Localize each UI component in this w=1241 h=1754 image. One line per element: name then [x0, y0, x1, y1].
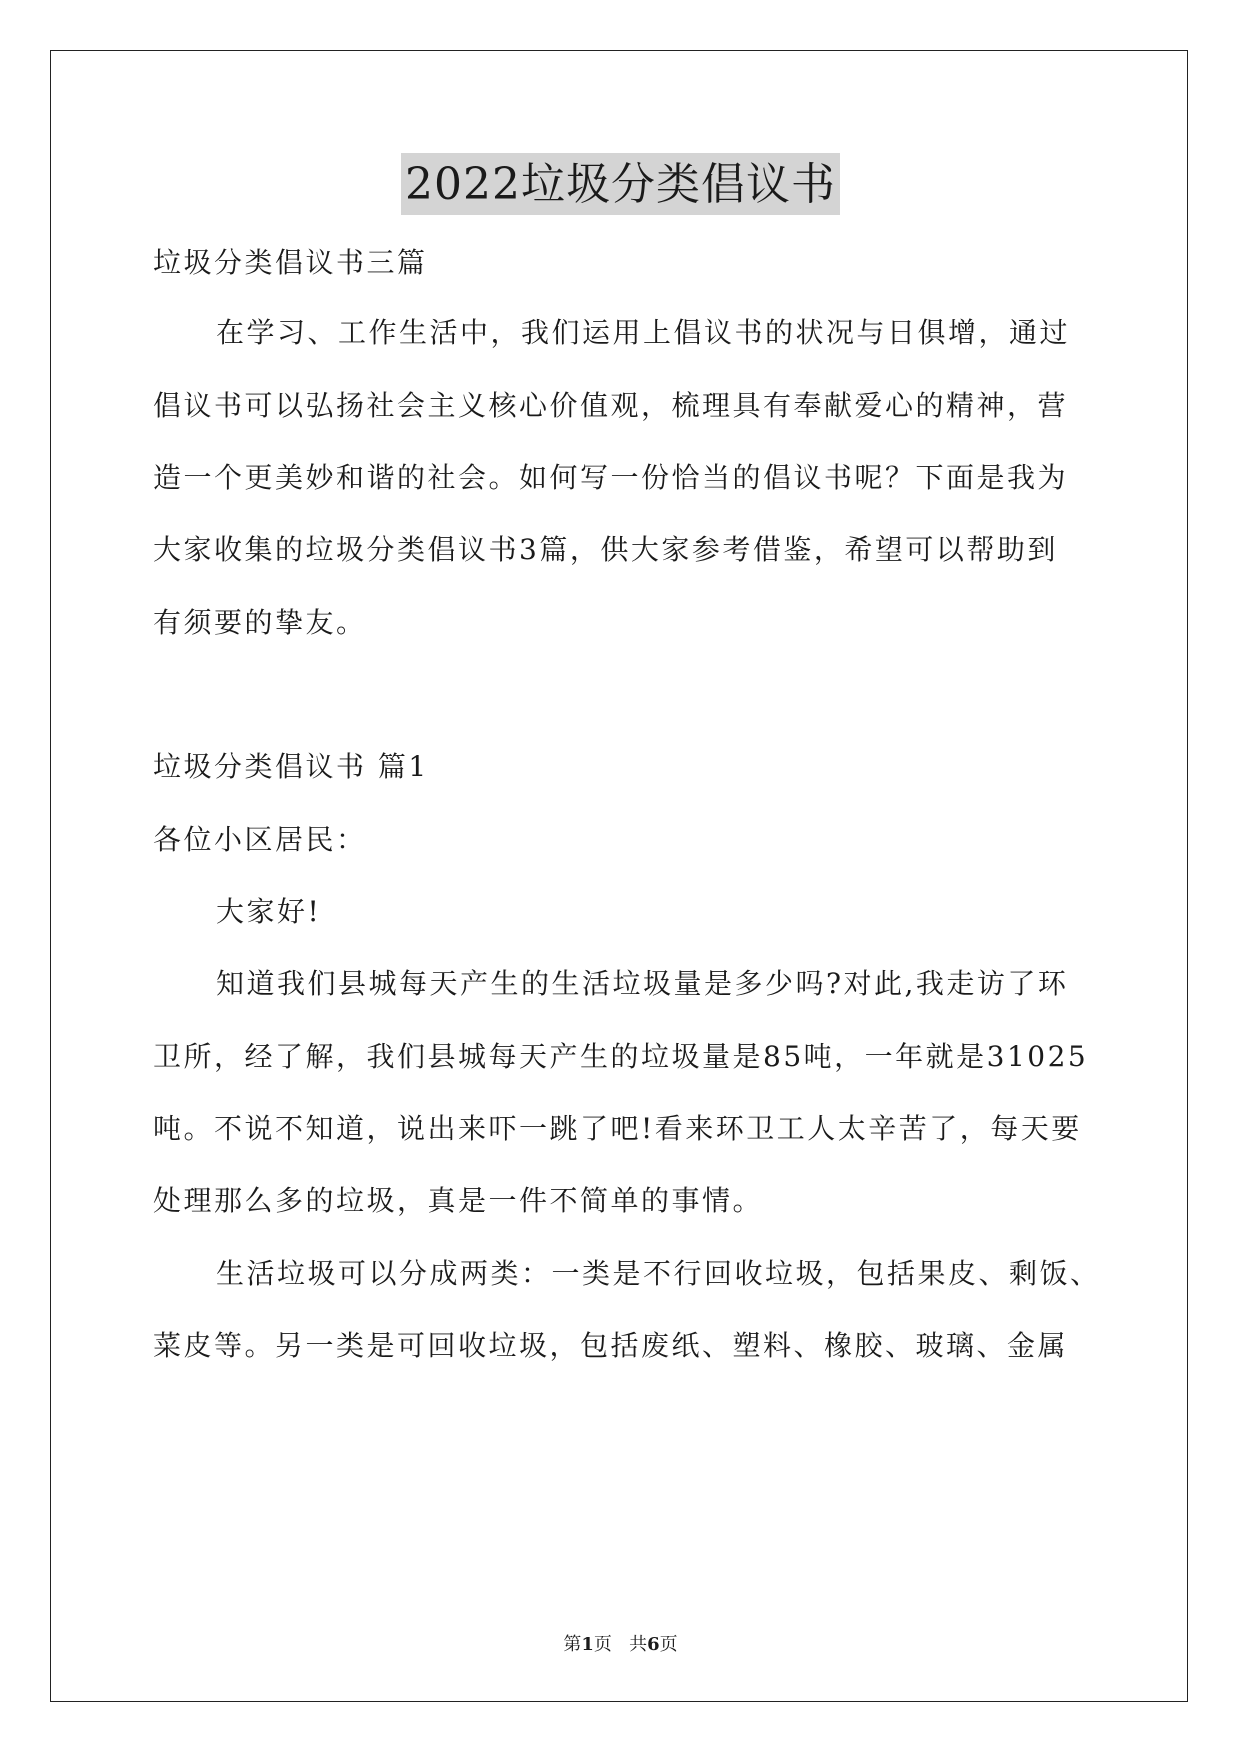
footer-total-pages: 6: [647, 1634, 660, 1655]
document-title: [0, 153, 1241, 215]
document-title-text: 2022垃圾分类倡议书: [401, 153, 840, 215]
document-subtitle: 垃圾分类倡议书三篇: [153, 246, 428, 279]
paragraph-line: 菜皮等。另一类是可回收垃圾，包括废纸、塑料、橡胶、玻璃、金属: [153, 1329, 1069, 1362]
intro-line-3: 造一个更美妙和谐的社会。如何写一份恰当的倡议书呢？下面是我为: [153, 461, 1069, 494]
intro-line-4: 大家收集的垃圾分类倡议书3篇，供大家参考借鉴，希望可以帮助到: [153, 533, 1058, 566]
footer-middle: 页 共: [593, 1634, 648, 1655]
section-heading: 垃圾分类倡议书 篇1: [153, 750, 429, 783]
intro-line-1: 在学习、工作生活中，我们运用上倡议书的状况与日俱增，通过: [216, 316, 1071, 349]
paragraph-line: 处理那么多的垃圾，真是一件不简单的事情。: [153, 1184, 764, 1217]
greeting: 大家好!: [216, 895, 322, 928]
paragraph-line: 知道我们县城每天产生的生活垃圾量是多少吗?对此,我走访了环: [216, 967, 1069, 1000]
paragraph-line: 生活垃圾可以分成两类：一类是不行回收垃圾，包括果皮、剩饭、: [216, 1257, 1101, 1290]
intro-line-5: 有须要的挚友。: [153, 606, 367, 639]
paragraph-line: 吨。不说不知道，说出来吓一跳了吧!看来环卫工人太辛苦了，每天要: [153, 1112, 1082, 1145]
footer-current-page: 1: [581, 1634, 594, 1655]
intro-line-2: 倡议书可以弘扬社会主义核心价值观，梳理具有奉献爱心的精神，营: [153, 389, 1069, 422]
footer-suffix: 页: [659, 1634, 678, 1655]
page-footer: [0, 1634, 1241, 1656]
paragraph-line: 卫所，经了解，我们县城每天产生的垃圾量是85吨，一年就是31025: [153, 1040, 1089, 1073]
footer-prefix: 第: [563, 1634, 582, 1655]
salutation: 各位小区居民：: [153, 823, 367, 856]
page-border: [50, 50, 1188, 1702]
